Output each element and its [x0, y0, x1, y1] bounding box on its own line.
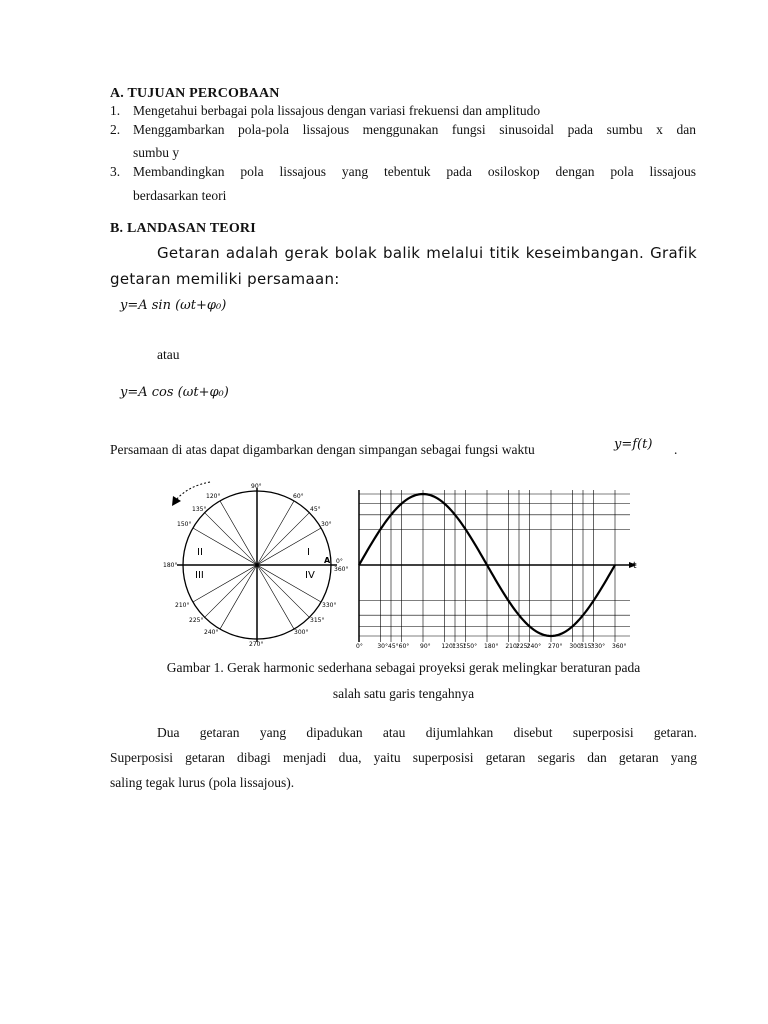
function-period: .	[674, 442, 678, 457]
label-A: A	[324, 556, 331, 565]
list-item-2-number: 2.	[110, 122, 121, 137]
x-tick-label-210: 210°	[505, 643, 520, 650]
figure-caption-line2: salah satu garis tengahnya	[332, 686, 475, 701]
section-b-heading: B. LANDASAN TEORI	[110, 221, 256, 236]
x-tick-label-300: 300°	[569, 643, 584, 650]
label-120: 120°	[206, 493, 221, 500]
equation-cosine: y=A cos (ωt+φ₀)	[120, 385, 229, 400]
label-225: 225°	[189, 617, 204, 624]
list-item-1-number: 1.	[110, 103, 121, 118]
label-270: 270°	[249, 641, 264, 648]
label-150: 150°	[177, 521, 192, 528]
equation-sine: y=A sin (ωt+φ₀)	[120, 298, 227, 313]
x-tick-label-180: 180°	[484, 643, 499, 650]
label-240: 240°	[204, 629, 219, 636]
atau-text: atau	[157, 347, 180, 362]
label-0: 0°	[336, 558, 343, 565]
x-tick-label-150: 150°	[462, 643, 478, 650]
label-60: 60°	[293, 493, 304, 500]
label-330: 330°	[322, 602, 337, 609]
label-135: 135°	[192, 506, 207, 513]
closing-line1: Dua getaran yang dipadukan atau dijumlahkan disebut superposisi getaran.	[157, 725, 697, 740]
list-item-1-text: Mengetahui berbagai pola lissajous dengan variasi frekuensi dan amplitudo	[133, 103, 541, 118]
closing-line3: saling tegak lurus (pola lissajous).	[110, 775, 295, 790]
function-sentence: Persamaan di atas dapat digambarkan dengan simpangan sebagai fungsi waktu	[110, 442, 535, 457]
label-90: 90°	[251, 483, 262, 490]
x-tick-label-330: 330°	[590, 643, 606, 650]
label-45: 45°	[310, 506, 321, 513]
list-item-3-number: 3.	[110, 164, 121, 179]
x-tick-label-315: 315°	[580, 643, 595, 650]
list-item-3-text-line1: Membandingkan pola lissajous yang tebentuk pada osiloskop dengan pola lissajous	[133, 164, 696, 179]
x-tick-label-0: 0°	[356, 643, 363, 650]
function-equation: y=f(t)	[614, 437, 653, 452]
x-tick-label-270: 270°	[548, 643, 563, 650]
rotation-arrow-icon	[172, 482, 210, 506]
axis-t-label: t	[633, 561, 637, 571]
x-tick-label-30: 30°	[377, 643, 388, 650]
shm-figure	[160, 476, 650, 652]
closing-line2: Superposisi getaran dibagi menjadi dua, yaitu superposisi getaran segaris dan getaran yang	[110, 750, 697, 765]
x-tick-label-225: 225°	[516, 643, 531, 650]
label-30: 30°	[321, 521, 332, 528]
label-360: 360°	[334, 566, 349, 573]
intro-line-1: Getaran adalah gerak bolak balik melalui titik keseimbangan. Grafik	[157, 244, 697, 262]
x-tick-label-120: 120°	[441, 643, 456, 650]
label-180: 180°	[163, 562, 178, 569]
list-item-2-text-line2: sumbu y	[133, 145, 180, 160]
intro-line-2: getaran memiliki persamaan:	[110, 270, 340, 288]
list-item-2-text-line1: Menggambarkan pola-pola lissajous menggunakan fungsi sinusoidal pada sumbu x dan	[133, 122, 696, 137]
quadrant-II: II	[197, 547, 203, 558]
label-315: 315°	[310, 617, 325, 624]
section-a-heading: A. TUJUAN PERCOBAAN	[110, 86, 280, 101]
quadrant-III: III	[195, 570, 204, 581]
list-item-3-text-line2: berdasarkan teori	[133, 188, 227, 203]
x-tick-label-45: 45°	[388, 643, 399, 650]
x-tick-label-90: 90°	[420, 643, 431, 650]
quadrant-I: I	[307, 547, 310, 558]
x-tick-label-60: 60°	[398, 643, 410, 650]
x-tick-label-135: 135°	[452, 643, 467, 650]
label-210: 210°	[175, 602, 190, 609]
x-tick-label-360: 360°	[612, 643, 627, 650]
figure-caption-line1: Gambar 1. Gerak harmonic sederhana sebagai proyeksi gerak melingkar beraturan pada	[166, 660, 641, 675]
x-tick-label-240: 240°	[526, 643, 542, 650]
label-300: 300°	[294, 629, 309, 636]
quadrant-IV: IV	[305, 570, 315, 581]
